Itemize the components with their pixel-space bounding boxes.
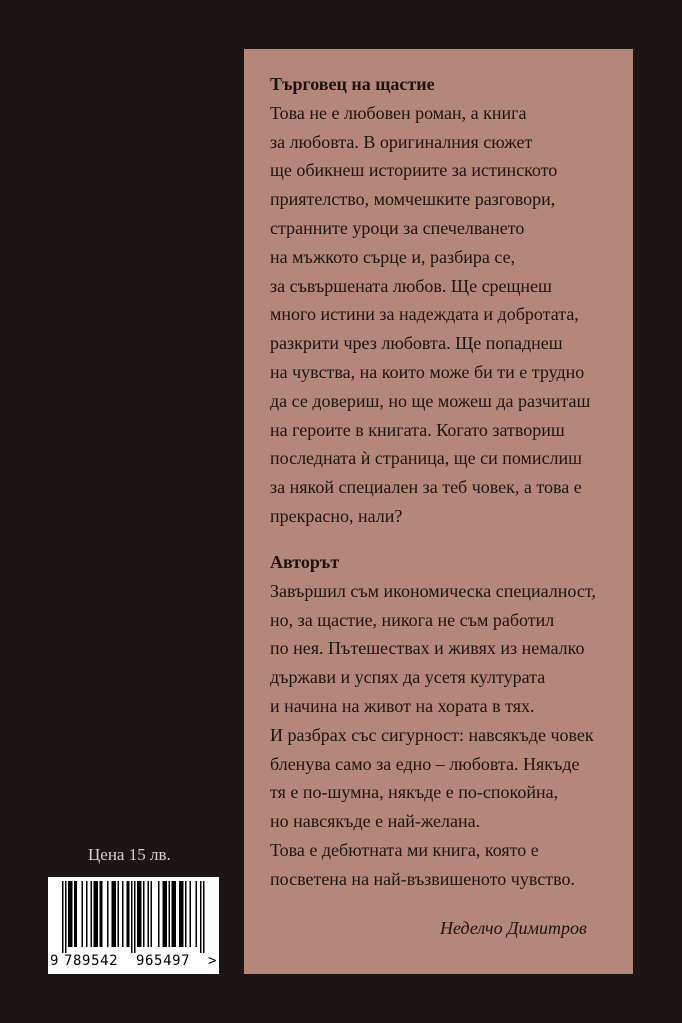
barcode-bar bbox=[172, 881, 174, 947]
barcode-bar bbox=[91, 881, 93, 947]
barcode-guard-bar bbox=[65, 881, 67, 953]
description-line: последната ѝ страница, ще си помислиш bbox=[270, 448, 583, 469]
barcode-bar bbox=[128, 881, 130, 947]
barcode-guard-bar bbox=[62, 881, 64, 953]
description-line: на мъжкото сърце и, разбира се, bbox=[270, 246, 516, 267]
barcode-bars bbox=[48, 877, 219, 953]
barcode-first-digit: 9 bbox=[50, 953, 59, 969]
barcode-right-group: 965497 bbox=[136, 953, 191, 969]
description-line: много истини за надеждата и добротата, bbox=[270, 304, 579, 325]
barcode-bar bbox=[148, 881, 150, 947]
description-line: за някой специален за теб човек, а това е bbox=[270, 477, 582, 498]
description-line: ще обикнеш историите за истинското bbox=[270, 160, 558, 181]
barcode-bar bbox=[115, 881, 117, 947]
barcode-bar bbox=[185, 881, 187, 947]
barcode-bar bbox=[151, 881, 153, 947]
description-line: странните уроци за спечелването bbox=[270, 217, 525, 238]
description-line: Това не е любовен роман, а книга bbox=[270, 102, 527, 123]
author-line: но навсякъде е най-желана. bbox=[270, 811, 481, 832]
barcode-bar bbox=[166, 881, 168, 947]
barcode-bar bbox=[140, 881, 142, 947]
barcode-bar bbox=[137, 881, 139, 947]
author-line: И разбрах със сигурност: навсякъде човек bbox=[270, 724, 594, 745]
barcode-bar bbox=[118, 881, 120, 947]
barcode-bar bbox=[182, 881, 184, 947]
barcode-bar bbox=[163, 881, 165, 947]
barcode-bar bbox=[112, 881, 114, 947]
barcode-bar bbox=[196, 881, 198, 947]
barcode-bar bbox=[107, 881, 109, 947]
description-line: на чувства, на които може би ти е трудно bbox=[270, 361, 585, 382]
barcode-bar bbox=[76, 881, 78, 947]
barcode-bar bbox=[122, 881, 124, 947]
author-line: Завършил съм икономическа специалност, bbox=[270, 580, 596, 601]
description-line: разкрити чрез любовта. Ще попаднеш bbox=[270, 333, 563, 354]
barcode-bar bbox=[74, 881, 76, 947]
barcode-bar bbox=[173, 881, 175, 947]
barcode-guard-bar bbox=[131, 881, 133, 953]
barcode-arrow: > bbox=[208, 953, 217, 969]
author-line: държави и успях да усетя културата bbox=[270, 667, 546, 688]
barcode-bar bbox=[95, 881, 97, 947]
barcode-bar bbox=[179, 881, 181, 947]
barcode-bar bbox=[190, 881, 192, 947]
author-line: тя е по-шумна, някъде е по-спокойна, bbox=[270, 782, 559, 803]
barcode-bar bbox=[82, 881, 84, 947]
author-line: но, за щастие, никога не съм работил bbox=[270, 609, 555, 630]
description-block bbox=[270, 70, 620, 531]
barcode-bar bbox=[181, 881, 183, 947]
description-line: прекрасно, нали? bbox=[270, 505, 403, 526]
author-line: по нея. Пътешествах и живях из немалко bbox=[270, 638, 585, 659]
barcode-digits bbox=[48, 951, 219, 973]
description-line: приятелство, момчешките разговори, bbox=[270, 189, 556, 210]
description-title: Търговец на щастие bbox=[270, 74, 435, 94]
barcode-bar bbox=[175, 881, 177, 947]
author-signature: Неделчо Димитров bbox=[440, 918, 587, 938]
barcode-bar bbox=[127, 881, 129, 947]
barcode-bar bbox=[139, 881, 141, 947]
author-line: посветена на най-възвишеното чувство. bbox=[270, 868, 575, 889]
author-line: Това е дебютната ми книга, която е bbox=[270, 839, 539, 860]
barcode-guard-bar bbox=[203, 881, 205, 953]
barcode-bar bbox=[71, 881, 73, 947]
barcode-bar bbox=[97, 881, 99, 947]
barcode-bar bbox=[113, 881, 115, 947]
description-line: за съвършената любов. Ще срещнеш bbox=[270, 275, 552, 296]
barcode-bar bbox=[164, 881, 166, 947]
isbn-barcode bbox=[48, 877, 219, 974]
barcode-bar bbox=[143, 881, 145, 947]
author-block bbox=[270, 548, 620, 894]
author-title: Авторът bbox=[270, 552, 340, 572]
barcode-bar bbox=[70, 881, 72, 947]
author-line: бленува само за едно – любовта. Някъде bbox=[270, 753, 580, 774]
description-line: за любовта. В оригиналния сюжет bbox=[270, 131, 533, 152]
barcode-guard-bar bbox=[200, 881, 202, 953]
price-label: Цена 15 лв. bbox=[88, 845, 171, 864]
barcode-bar bbox=[68, 881, 70, 947]
barcode-bar bbox=[86, 881, 88, 947]
barcode-bar bbox=[100, 881, 102, 947]
author-line: и начина на живот на хората в тях. bbox=[270, 695, 535, 716]
barcode-bar bbox=[101, 881, 103, 947]
description-line: на героите в книгата. Когато затвориш bbox=[270, 419, 565, 440]
barcode-bar bbox=[158, 881, 160, 947]
barcode-left-group: 789542 bbox=[64, 953, 119, 969]
barcode-bar bbox=[169, 881, 171, 947]
barcode-bar bbox=[94, 881, 96, 947]
description-line: да се довериш, но ще можеш да разчиташ bbox=[270, 390, 591, 411]
barcode-guard-bar bbox=[134, 881, 136, 953]
